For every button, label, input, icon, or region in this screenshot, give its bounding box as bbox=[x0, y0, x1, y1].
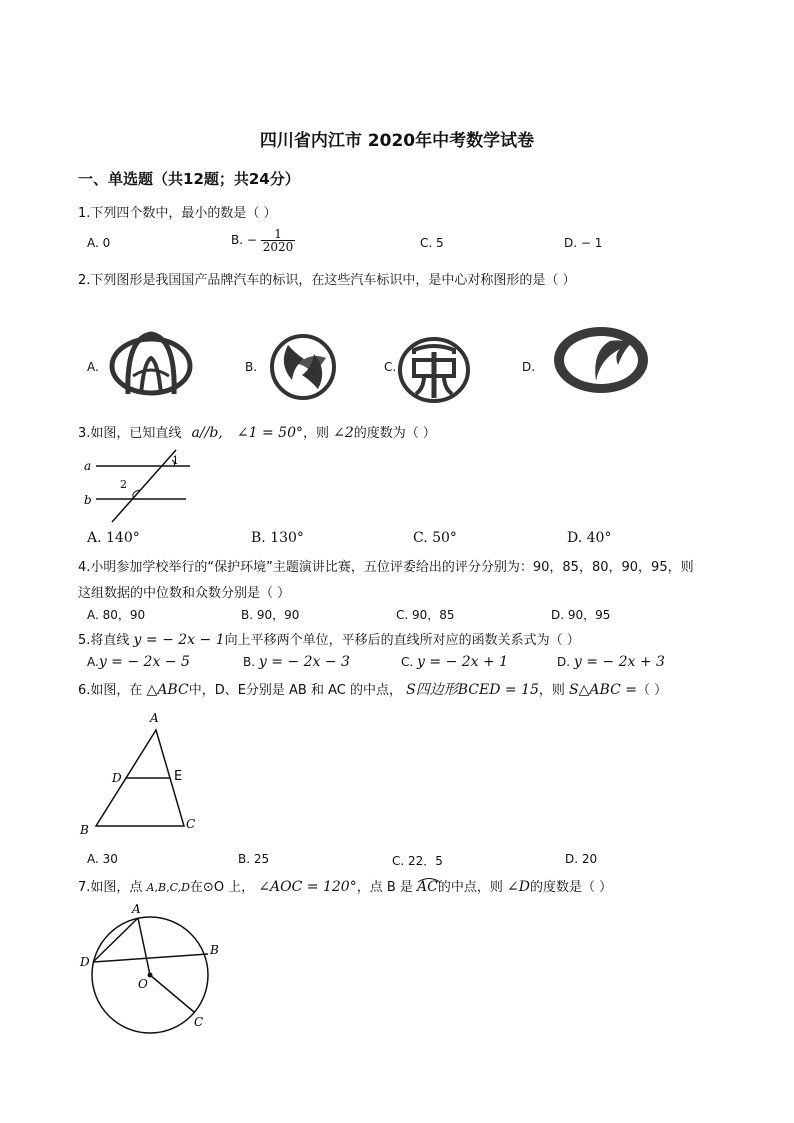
question-3-expr-angle2: ∠2 bbox=[333, 425, 354, 441]
question-6-figure bbox=[76, 708, 206, 838]
question-5-stem bbox=[78, 629, 580, 648]
fraction-denominator: 2020 bbox=[262, 240, 294, 254]
question-3-option-b-text: B. 130° bbox=[251, 530, 304, 546]
arc-symbol-icon bbox=[417, 877, 441, 883]
question-1-option-a: A. 0 bbox=[87, 236, 111, 250]
question-7-arc-ac bbox=[417, 879, 438, 895]
label-a: a bbox=[84, 459, 92, 473]
car-logo-d-icon bbox=[552, 325, 650, 395]
option-expr: y = − 2x − 3 bbox=[258, 654, 350, 670]
question-1-option-c: C. 5 bbox=[420, 236, 444, 250]
segment-oc bbox=[150, 975, 194, 1012]
question-1-option-d: D. − 1 bbox=[564, 236, 603, 250]
question-5-stem-pre: 5.将直线 bbox=[78, 633, 130, 648]
question-6-stem-mid2: ，则 bbox=[538, 683, 565, 698]
question-7-figure bbox=[76, 900, 236, 1040]
segment-db bbox=[93, 954, 208, 962]
question-6-stem-mid1: 中，D、E分别是 AB 和 AC 的中点， bbox=[188, 683, 402, 698]
section-heading: 一、单选题（共12题；共24分） bbox=[78, 170, 300, 188]
question-6-expr-area: S四边形BCED = 15 bbox=[406, 682, 539, 698]
question-4-option-a: A. 80，90 bbox=[87, 608, 146, 622]
question-7-stem-pre: 7.如图，点 bbox=[78, 880, 143, 895]
label-B: B bbox=[80, 823, 89, 837]
question-7-stem-mid2: ，点 B 是 bbox=[356, 880, 413, 895]
segment-da bbox=[93, 918, 138, 962]
question-7-stem-mid3: 的中点，则 bbox=[437, 880, 503, 895]
question-1-option-b-fraction bbox=[261, 228, 296, 253]
question-3-option-d-text: D. 40° bbox=[567, 530, 612, 546]
question-2-option-b-label: B. bbox=[245, 360, 258, 374]
question-3-option-d bbox=[567, 530, 611, 546]
car-logo-b-icon bbox=[268, 332, 338, 402]
question-5-stem-post: 向上平移两个单位，平移后的直线所对应的函数关系式为（ ） bbox=[224, 633, 580, 648]
question-6-stem bbox=[78, 679, 667, 699]
question-3-option-a bbox=[87, 530, 140, 546]
option-label: C. bbox=[401, 655, 414, 669]
question-4-line-1: 4.小明参加学校举行的“保护环境”主题演讲比赛，五位评委给出的评分分别为：90，85，80，90，95，则 bbox=[78, 560, 694, 575]
question-7-stem bbox=[78, 876, 612, 895]
fraction-numerator: 1 bbox=[261, 228, 296, 241]
option-expr: y = − 2x − 5 bbox=[98, 654, 190, 670]
question-3-stem-pre: 3.如图，已知直线 bbox=[78, 426, 182, 441]
car-logo-a-icon bbox=[108, 330, 194, 398]
question-3-option-b bbox=[251, 530, 304, 546]
label-C: C bbox=[194, 1015, 204, 1029]
arc-label: AC bbox=[417, 879, 438, 895]
label-O: O bbox=[138, 977, 148, 991]
question-3-stem-mid: ，则 bbox=[302, 426, 329, 441]
option-expr: y = − 2x + 3 bbox=[573, 654, 665, 670]
label-D: D bbox=[80, 955, 90, 969]
question-7-stem-mid1: 在⊙O 上， bbox=[189, 880, 255, 895]
page-title: 四川省内江市 2020年中考数学试卷 bbox=[259, 131, 535, 151]
question-6-stem-post: （ ） bbox=[636, 683, 668, 698]
question-6-stem-pre: 6.如图，在 bbox=[78, 683, 143, 698]
question-3-stem bbox=[78, 422, 436, 441]
label-E: E bbox=[174, 769, 183, 784]
question-3-expr-angle1: ∠1 = 50° bbox=[236, 425, 303, 441]
segment-oa bbox=[138, 918, 150, 975]
question-1-option-b-prefix: B. − bbox=[231, 233, 257, 247]
question-7-expr-angle: ∠AOC = 120° bbox=[258, 879, 357, 895]
question-5-option-a bbox=[87, 654, 190, 670]
question-5-option-c bbox=[401, 654, 508, 670]
label-B: B bbox=[210, 943, 219, 957]
question-2-option-d-label: D. bbox=[522, 360, 536, 374]
label-A: A bbox=[132, 902, 141, 916]
question-4-option-b: B. 90，90 bbox=[241, 608, 300, 622]
question-4-line-2: 这组数据的中位数和众数分别是（ ） bbox=[78, 586, 291, 601]
question-1-stem: 1.下列四个数中，最小的数是（ ） bbox=[78, 206, 277, 221]
question-3-option-c bbox=[413, 530, 457, 546]
question-7-stem-post: 的度数是（ ） bbox=[530, 880, 613, 895]
car-logo-c-icon bbox=[396, 334, 472, 404]
option-label: A. bbox=[87, 655, 99, 669]
label-D: D bbox=[112, 771, 122, 785]
question-7-expr-d: ∠D bbox=[507, 879, 530, 895]
question-3-figure bbox=[80, 448, 200, 526]
question-6-option-c: C. 22．5 bbox=[392, 854, 443, 868]
question-3-option-c-text: C. 50° bbox=[413, 530, 457, 546]
question-5-option-d bbox=[557, 654, 665, 670]
question-6-option-d: D. 20 bbox=[565, 852, 598, 866]
question-3-expr-parallel: a//b, bbox=[191, 425, 223, 441]
question-6-option-a: A. 30 bbox=[87, 852, 118, 866]
question-3-option-a-text: A. 140° bbox=[87, 530, 140, 546]
question-4-option-d: D. 90，95 bbox=[551, 608, 611, 622]
question-6-expr-triangle: △ABC bbox=[146, 682, 189, 698]
option-label: B. bbox=[243, 655, 256, 669]
question-7-points: A,B,C,D bbox=[146, 881, 190, 894]
question-3-stem-post: 的度数为（ ） bbox=[353, 426, 436, 441]
question-1-option-b bbox=[231, 228, 295, 253]
question-2-stem: 2.下列图形是我国国产品牌汽车的标识，在这些汽车标识中，是中心对称图形的是（ ） bbox=[78, 273, 576, 288]
option-label: D. bbox=[557, 655, 571, 669]
label-angle-2: 2 bbox=[120, 478, 127, 491]
label-A: A bbox=[150, 711, 159, 725]
question-2-option-a-label: A. bbox=[87, 360, 99, 374]
question-6-option-b: B. 25 bbox=[238, 852, 270, 866]
label-b: b bbox=[84, 493, 92, 507]
label-C: C bbox=[186, 817, 196, 831]
question-5-expr: y = − 2x − 1 bbox=[133, 632, 225, 648]
option-expr: y = − 2x + 1 bbox=[417, 654, 509, 670]
question-5-option-b bbox=[243, 654, 350, 670]
center-point bbox=[148, 973, 153, 978]
label-angle-1: 1 bbox=[172, 454, 179, 467]
question-4-option-c: C. 90，85 bbox=[396, 608, 455, 622]
question-6-expr-target: S△ABC = bbox=[569, 682, 637, 698]
question-2-option-c-label: C. bbox=[384, 360, 397, 374]
